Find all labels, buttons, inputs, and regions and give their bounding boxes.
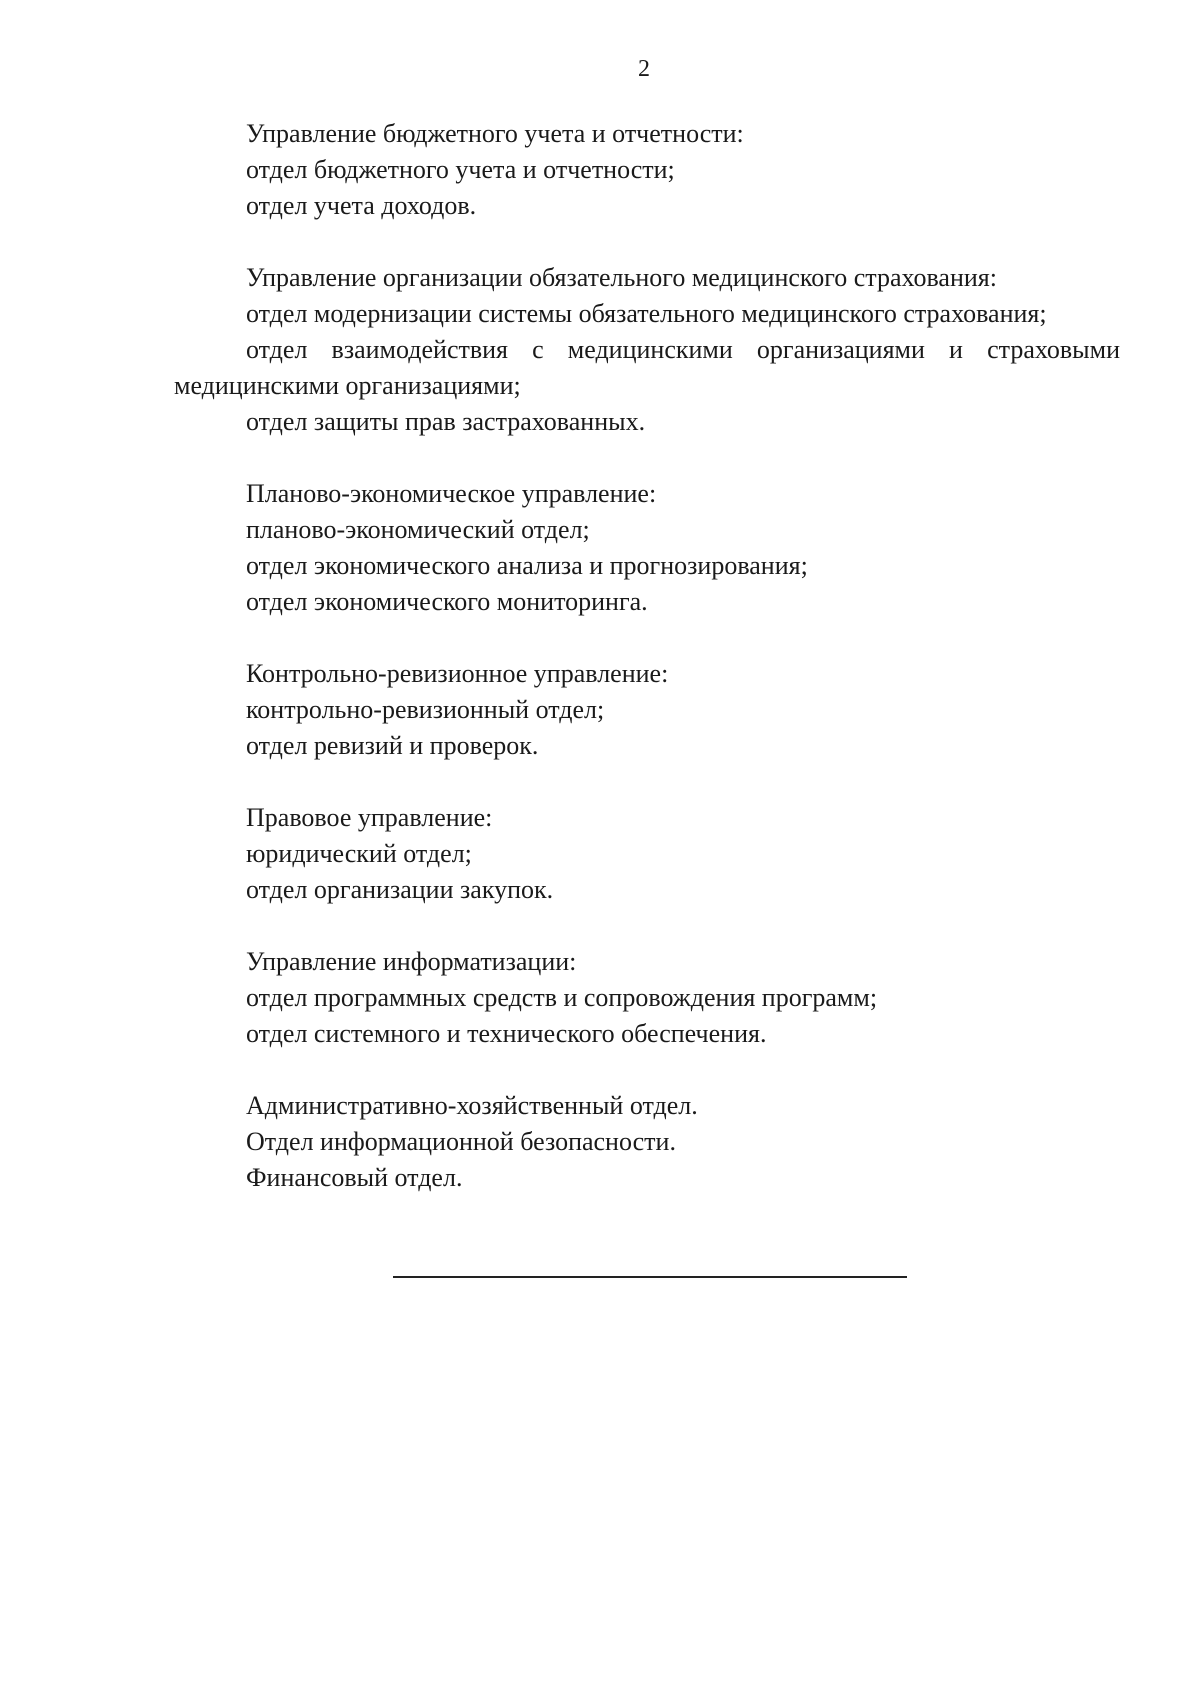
list-item: отдел взаимодействия с медицинскими организациями и страховыми <box>246 335 1120 364</box>
end-of-document-rule <box>393 1276 907 1278</box>
section-informatization <box>174 944 1120 1052</box>
section-legal <box>174 800 1120 908</box>
list-item: Отдел информационной безопасности. <box>246 1127 676 1156</box>
section-heading: Управление бюджетного учета и отчетности: <box>246 119 744 148</box>
section-heading: Управление информатизации: <box>246 947 577 976</box>
list-item: юридический отдел; <box>246 839 472 868</box>
list-item: отдел экономического мониторинга. <box>246 587 648 616</box>
list-item: отдел системного и технического обеспечения. <box>246 1019 767 1048</box>
section-planning-economic <box>174 476 1120 620</box>
list-item: Финансовый отдел. <box>246 1163 463 1192</box>
section-budget-accounting <box>174 116 1120 224</box>
section-heading: Правовое управление: <box>246 803 493 832</box>
section-heading: Административно-хозяйственный отдел. <box>246 1091 698 1120</box>
list-item: отдел бюджетного учета и отчетности; <box>246 155 675 184</box>
list-item: контрольно-ревизионный отдел; <box>246 695 605 724</box>
section-compulsory-medical-insurance <box>174 260 1120 440</box>
list-item: планово-экономический отдел; <box>246 515 590 544</box>
section-heading: Контрольно-ревизионное управление: <box>246 659 669 688</box>
list-item: отдел защиты прав застрахованных. <box>246 407 646 436</box>
list-item: отдел программных средств и сопровождения программ; <box>246 983 878 1012</box>
list-item: отдел организации закупок. <box>246 875 554 904</box>
list-item: отдел экономического анализа и прогнозирования; <box>246 551 808 580</box>
document-body <box>174 116 1120 1232</box>
section-heading: Управление организации обязательного медицинского страхования: <box>246 263 997 292</box>
list-item: отдел ревизий и проверок. <box>246 731 539 760</box>
section-control-audit <box>174 656 1120 764</box>
list-item: отдел учета доходов. <box>246 191 477 220</box>
page-number: 2 <box>638 56 650 82</box>
list-item-continuation: медицинскими организациями; <box>174 371 521 400</box>
section-heading: Планово-экономическое управление: <box>246 479 657 508</box>
list-item: отдел модернизации системы обязательного медицинского страхования; <box>246 299 1047 328</box>
section-standalone-departments <box>174 1088 1120 1196</box>
